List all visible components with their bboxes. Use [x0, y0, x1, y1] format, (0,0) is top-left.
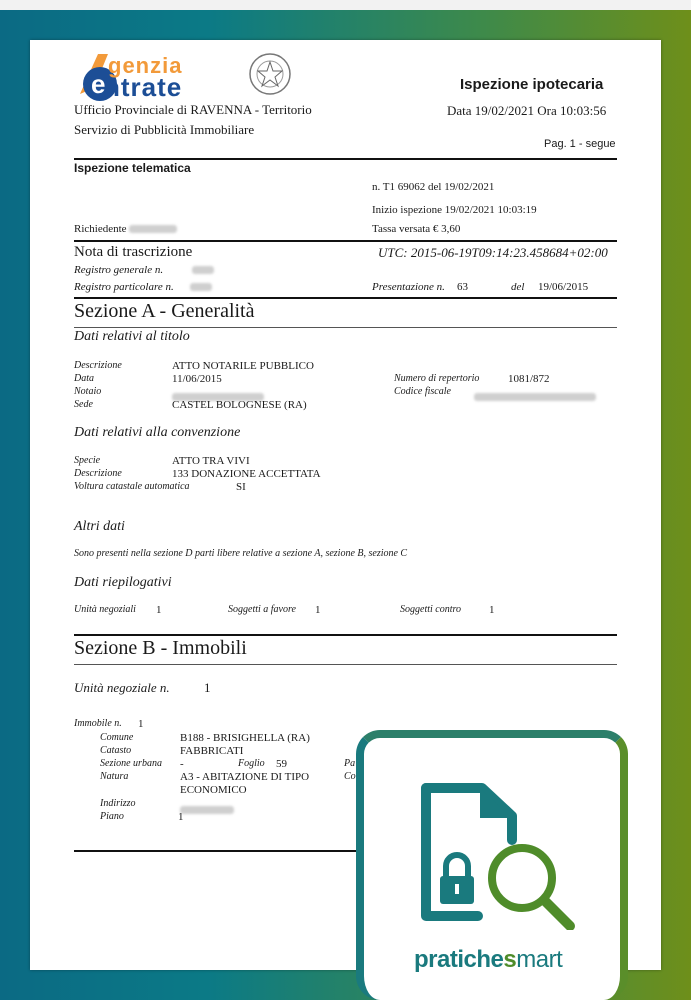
requester	[74, 223, 177, 235]
natura-label: Natura	[100, 771, 129, 782]
logo-word-1: genzia	[108, 53, 183, 78]
data-label: Data	[74, 373, 94, 384]
catasto-label: Catasto	[100, 745, 132, 756]
immobile-label: Immobile n.	[74, 718, 122, 729]
telematica-number: n. T1 69062 del 19/02/2021	[372, 181, 495, 193]
pratichesmart-badge	[356, 730, 628, 1000]
telematica-start: Inizio ispezione 19/02/2021 10:03:19	[372, 204, 537, 216]
descrizione-value: ATTO NOTARILE PUBBLICO	[172, 360, 314, 372]
logo-word-2: ntrate	[104, 72, 183, 102]
reg-gen-redacted	[192, 266, 214, 274]
rule-nota	[74, 240, 617, 242]
foglio-value: 59	[276, 758, 287, 770]
comune-value: B188 - BRISIGHELLA (RA)	[180, 732, 310, 744]
specie-value: ATTO TRA VIVI	[172, 455, 250, 467]
unita-value: 1	[156, 604, 162, 616]
doc-title: Ispezione ipotecaria	[460, 76, 604, 93]
brand-part-2: s	[503, 946, 517, 973]
comune-label: Comune	[100, 732, 134, 743]
voltura-value: SI	[236, 481, 246, 493]
piano-value: 1	[178, 811, 184, 823]
office-line-2: Servizio di Pubblicità Immobiliare	[74, 122, 255, 137]
notaio-label: Notaio	[74, 386, 102, 397]
altri-text: Sono presenti nella sezione D parti libere relative a sezione A, sezione B, sezione C	[74, 548, 408, 559]
svg-text:e: e	[91, 69, 106, 99]
sede-value: CASTEL BOLOGNESE (RA)	[172, 399, 307, 411]
presentazione-value: 63	[457, 281, 468, 293]
descrizione-label: Descrizione	[74, 360, 122, 371]
rule-sezione-a	[74, 297, 617, 299]
brand-part-1: pratiche	[414, 946, 504, 973]
indirizzo-redacted	[180, 799, 234, 818]
unita-negoziale-value: 1	[204, 680, 211, 695]
reg-gen-label: Registro generale n.	[74, 264, 164, 276]
fee: Tassa versata € 3,60	[372, 223, 461, 235]
nota-utc: UTC: 2015-06-19T09:14:23.458684+02:00	[378, 245, 608, 260]
conv-descr-label: Descrizione	[74, 468, 122, 479]
brand-part-3: mart	[516, 946, 563, 973]
document-lock-search-icon	[412, 780, 582, 930]
presentazione-label: Presentazione n.	[372, 281, 445, 293]
page-number: Pag. 1 - segue	[544, 138, 616, 150]
nota-title: Nota di trascrizione	[74, 244, 193, 260]
contro-value: 1	[489, 604, 495, 616]
reg-gen	[74, 264, 214, 276]
indirizzo-label: Indirizzo	[100, 798, 136, 809]
titolo-heading: Dati relativi al titolo	[74, 329, 190, 344]
pratichesmart-wordmark	[414, 946, 562, 974]
piano-label: Piano	[100, 811, 124, 822]
del-value: 19/06/2015	[538, 281, 589, 293]
unita-label: Unità negoziali	[74, 604, 136, 615]
del-label: del	[511, 281, 525, 293]
sezione-a-title: Sezione A - Generalità	[74, 300, 255, 322]
repertorio-value: 1081/872	[508, 373, 550, 385]
date-time: Data 19/02/2021 Ora 10:03:56	[447, 103, 607, 118]
sezione-urbana-value: -	[180, 758, 184, 770]
requester-redacted	[129, 225, 177, 233]
natura-value-1: A3 - ABITAZIONE DI TIPO	[180, 771, 310, 783]
contro-label: Soggetti contro	[400, 604, 462, 615]
favore-label: Soggetti a favore	[228, 604, 296, 615]
data-value: 11/06/2015	[172, 373, 222, 385]
convenzione-heading: Dati relativi alla convenzione	[74, 425, 241, 440]
repertorio-label: Numero di repertorio	[394, 373, 480, 384]
pa-fragment: Pa	[344, 758, 356, 769]
sezione-b-title: Sezione B - Immobili	[74, 637, 247, 659]
immobile-value: 1	[138, 718, 144, 730]
altri-heading: Altri dati	[74, 519, 125, 534]
co-fragment: Co	[344, 771, 356, 782]
cf-label: Codice fiscale	[394, 386, 451, 397]
unita-negoziale-label: Unità negoziale n.	[74, 680, 170, 695]
conv-descr-value: 133 DONAZIONE ACCETTATA	[172, 468, 321, 480]
reg-part-label: Registro particolare n.	[74, 281, 174, 293]
top-border	[0, 0, 691, 10]
voltura-label: Voltura catastale automatica	[74, 481, 190, 492]
catasto-value: FABBRICATI	[180, 745, 244, 757]
reg-part	[74, 281, 212, 293]
foglio-label: Foglio	[238, 758, 265, 769]
riep-heading: Dati riepilogativi	[74, 575, 172, 590]
reg-part-redacted	[190, 283, 212, 291]
natura-value-2: ECONOMICO	[180, 784, 247, 796]
rule-bottom	[74, 850, 374, 852]
rule-telematica	[74, 158, 617, 160]
rule-sezione-b	[74, 634, 617, 636]
sezione-urbana-label: Sezione urbana	[100, 758, 162, 769]
favore-value: 1	[315, 604, 321, 616]
rule-sezione-b-sub	[74, 664, 617, 665]
requester-label: Richiedente	[74, 223, 127, 235]
cf-redacted	[474, 386, 596, 405]
telematica-title: Ispezione telematica	[74, 161, 191, 175]
office-line-1: Ufficio Provinciale di RAVENNA - Territorio	[74, 102, 312, 117]
specie-label: Specie	[74, 455, 101, 466]
rule-sezione-a-sub	[74, 327, 617, 328]
sede-label: Sede	[74, 399, 93, 410]
